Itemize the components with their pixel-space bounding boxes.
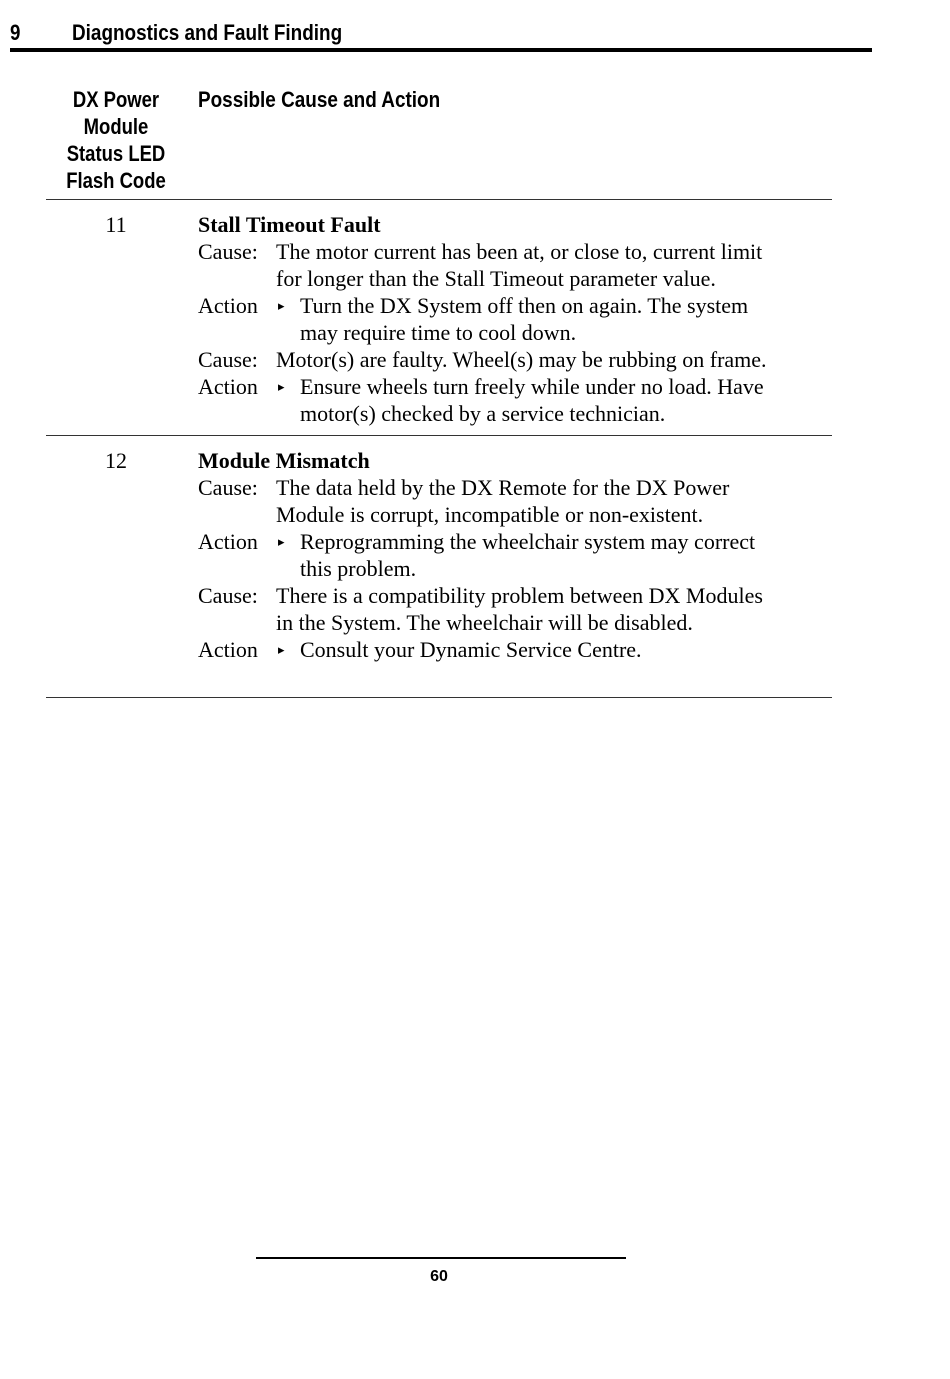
action-label: Action [198,293,258,318]
text-line: may require time to cool down. [300,320,577,345]
text-line: Turn the DX System off then on again. The system [300,293,749,318]
cause-text [276,582,836,636]
cause-label: Cause: [198,583,258,608]
fault-title: Stall Timeout Fault [198,212,381,237]
column-header-line: Flash Code [66,168,166,193]
cause-label: Cause: [198,347,258,372]
triangle-bullet-icon: ▸ [278,642,285,657]
flash-code: 12 [105,448,127,473]
text-line: motor(s) checked by a service technician. [300,401,666,426]
cause-text [276,238,836,292]
cause-text [276,474,836,528]
flash-code-column-header [46,86,186,194]
text-line: Module is corrupt, incompatible or non-existent. [276,502,704,527]
column-header-line: Module [83,114,149,139]
text-line: in the System. The wheelchair will be disabled. [276,610,693,635]
page-header [10,20,872,52]
triangle-bullet-icon: ▸ [278,379,285,394]
action-text [300,636,830,663]
chapter-number: 9 [10,20,21,45]
chapter-title: Diagnostics and Fault Finding [72,20,343,45]
cause-text [276,346,836,373]
table-bottom-divider [46,697,832,698]
row-divider [46,435,832,436]
cause-label: Cause: [198,239,258,264]
fault-title: Module Mismatch [198,448,370,473]
triangle-bullet-icon: ▸ [278,534,285,549]
action-label: Action [198,637,258,662]
action-text [300,292,830,346]
text-line: Reprogramming the wheelchair system may correct [300,529,756,554]
action-label: Action [198,374,258,399]
text-line: Consult your Dynamic Service Centre. [300,637,642,662]
action-text [300,528,830,582]
text-line: The data held by the DX Remote for the DX Power [276,475,730,500]
text-line: The motor current has been at, or close to, current limit [276,239,763,264]
text-line: this problem. [300,556,417,581]
text-line: Motor(s) are faulty. Wheel(s) may be rubbing on frame. [276,347,767,372]
text-line: Ensure wheels turn freely while under no load. Have [300,374,764,399]
table-header-divider [46,199,832,200]
cause-action-column-header: Possible Cause and Action [198,87,441,112]
action-label: Action [198,529,258,554]
cause-label: Cause: [198,475,258,500]
column-header-line: Status LED [66,141,166,166]
text-line: for longer than the Stall Timeout parameter value. [276,266,716,291]
footer-rule [256,1257,626,1259]
text-line: There is a compatibility problem between DX Modules [276,583,763,608]
triangle-bullet-icon: ▸ [278,298,285,313]
page-number: 60 [430,1268,448,1285]
column-header-line: DX Power [72,87,160,112]
action-text [300,373,830,427]
flash-code: 11 [105,212,127,237]
